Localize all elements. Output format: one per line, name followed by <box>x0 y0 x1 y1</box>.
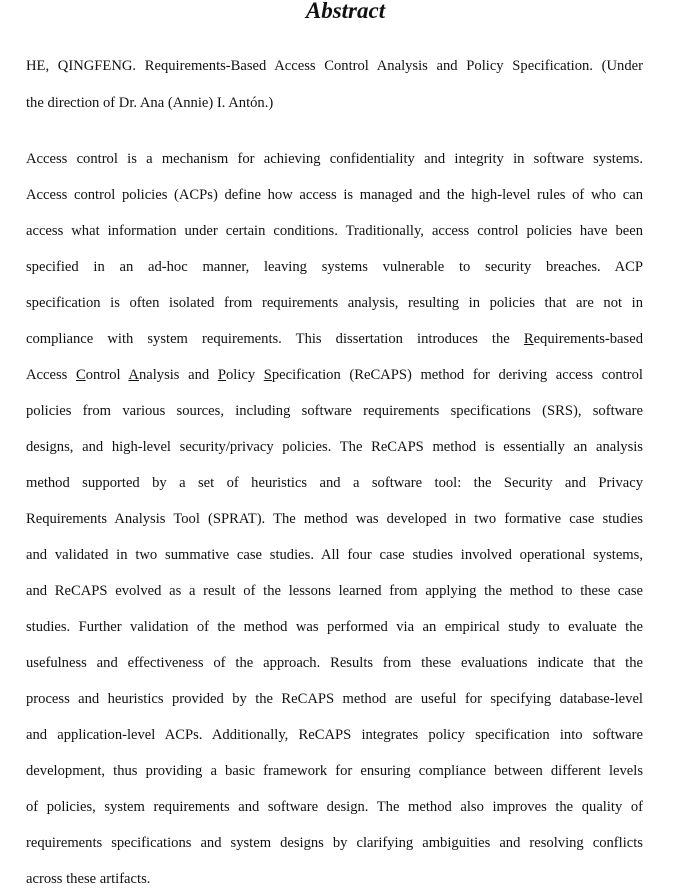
abstract-line <box>26 366 643 384</box>
abstract-text: ontrol <box>85 367 129 383</box>
abstract-line: policies from various sources, including software requirements specifications (SRS), software <box>26 403 643 419</box>
underlined-initial: A <box>128 367 139 383</box>
abstract-line: designs, and high-level security/privacy policies. The ReCAPS method is essentially an analysis <box>26 439 643 455</box>
abstract-line: process and heuristics provided by the ReCAPS method are useful for specifying database-level <box>26 691 643 707</box>
abstract-line: and validated in two summative case studies. All four case studies involved operational systems, <box>26 547 643 563</box>
abstract-line: requirements specifications and system designs by clarifying ambiguities and resolving conflicts <box>26 835 643 851</box>
abstract-text: olicy <box>225 367 264 383</box>
abstract-line: and ReCAPS evolved as a result of the lessons learned from applying the method to these case <box>26 583 643 599</box>
abstract-text: nalysis and <box>138 367 218 383</box>
abstract-line: development, thus providing a basic framework for ensuring compliance between different levels <box>26 763 643 779</box>
abstract-line: Access control policies (ACPs) define how access is managed and the high-level rules of who can <box>26 187 643 203</box>
abstract-text: pecification (ReCAPS) method for deriving access control <box>271 367 643 383</box>
abstract-line: Requirements Analysis Tool (SPRAT). The method was developed in two formative case studies <box>26 511 643 527</box>
citation-line: HE, QINGFENG. Requirements-Based Access Control Analysis and Policy Specification. (Under <box>26 58 643 74</box>
abstract-line <box>26 330 643 348</box>
underlined-initial: R <box>523 331 534 347</box>
abstract-text: Access <box>26 367 76 383</box>
abstract-text: equirements-based <box>533 331 643 347</box>
abstract-line: method supported by a set of heuristics and a software tool: the Security and Privacy <box>26 475 643 491</box>
abstract-line: specified in an ad-hoc manner, leaving systems vulnerable to security breaches. ACP <box>26 259 643 275</box>
abstract-line: access what information under certain conditions. Traditionally, access control policies have been <box>26 223 643 239</box>
citation-line: the direction of Dr. Ana (Annie) I. Antón.) <box>26 95 274 111</box>
abstract-line: specification is often isolated from requirements analysis, resulting in policies that are not in <box>26 295 643 311</box>
abstract-line: and application-level ACPs. Additionally, ReCAPS integrates policy specification into software <box>26 727 643 743</box>
abstract-text: compliance with system requirements. This dissertation introduces the <box>26 331 524 347</box>
abstract-line: Access control is a mechanism for achieving confidentiality and integrity in software systems. <box>26 151 643 167</box>
abstract-line: of policies, system requirements and software design. The method also improves the quality of <box>26 799 643 815</box>
underlined-initial: C <box>75 367 86 383</box>
abstract-line: usefulness and effectiveness of the approach. Results from these evaluations indicate that the <box>26 655 643 671</box>
underlined-initial: S <box>263 367 272 383</box>
page-title: Abstract <box>305 0 386 23</box>
underlined-initial: P <box>217 367 226 383</box>
abstract-line: studies. Further validation of the method was performed via an empirical study to evaluate the <box>26 619 643 635</box>
abstract-line: across these artifacts. <box>26 871 151 887</box>
